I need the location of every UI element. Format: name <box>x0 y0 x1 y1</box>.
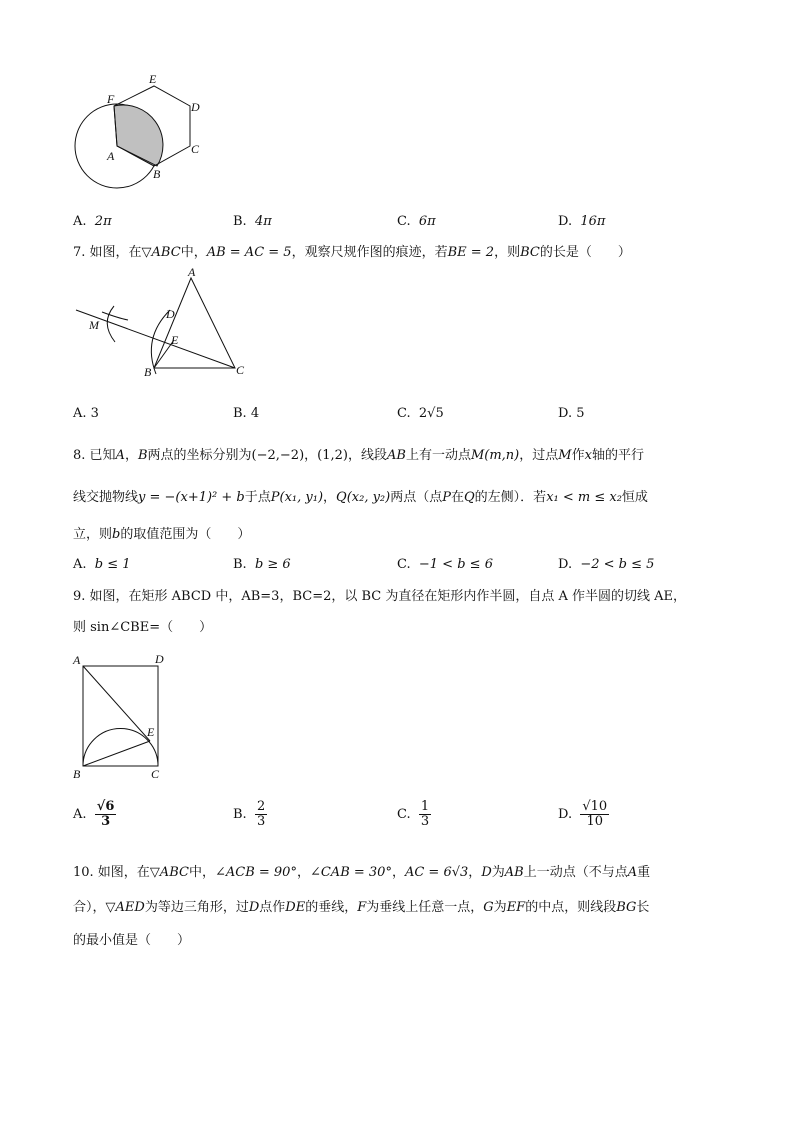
arc-m2 <box>102 312 128 320</box>
q8-option-a[interactable]: A. b ≤ 1 <box>73 557 131 572</box>
q9-figure <box>70 650 180 785</box>
q6-option-c[interactable]: C. 6π <box>397 214 436 229</box>
q8-line-2: 线交抛物线y = −(x+1)² + b于点P(x₁, y₁)，Q(x₂, y₂)两点（点P在Q的左侧）．若x₁ < m ≤ x₂恒成 <box>73 490 648 505</box>
shaded-sector <box>114 105 163 166</box>
q6-figure <box>70 70 220 190</box>
q7-option-a[interactable]: A. 3 <box>73 406 99 421</box>
label-F: F <box>107 92 115 106</box>
tangent-ae <box>83 666 150 741</box>
line-be <box>83 741 150 766</box>
q7-option-c[interactable]: C. 2√5 <box>397 406 444 421</box>
q7-option-d[interactable]: D. 5 <box>558 406 585 421</box>
q6-option-d[interactable]: D. 16π <box>558 214 606 229</box>
label-D: D <box>166 307 175 321</box>
label-E: E <box>171 333 179 347</box>
q9-option-b[interactable]: B. $\frac{2}{3}$ <box>233 799 266 829</box>
label-D: D <box>155 652 164 666</box>
q7-figure <box>70 268 260 383</box>
label-B: B <box>144 365 152 379</box>
rectangle-abcd <box>83 666 158 766</box>
label-E: E <box>147 725 155 739</box>
q6-option-b[interactable]: B. 4π <box>233 214 272 229</box>
q9-line-1: 9. 如图，在矩形 ABCD 中，AB=3，BC=2，以 BC 为直径在矩形内作半圆，自点 A 作半圆的切线 AE， <box>73 589 687 604</box>
q9-option-c[interactable]: C. $\frac{1}{3}$ <box>397 799 430 829</box>
q8-option-c[interactable]: C. −1 < b ≤ 6 <box>397 557 493 572</box>
q8-option-d[interactable]: D. −2 < b ≤ 5 <box>558 557 655 572</box>
label-B: B <box>73 767 81 781</box>
q7-option-b[interactable]: B. 4 <box>233 406 260 421</box>
label-C: C <box>191 142 200 156</box>
label-A: A <box>107 149 115 163</box>
q10-line-3: 的最小值是（ ） <box>73 933 191 948</box>
label-C: C <box>236 363 245 377</box>
q8-line-1: 8. 已知A，B两点的坐标分别为(−2,−2)，(1,2)，线段AB上有一动点M(m,n)，过点M作x轴的平行 <box>73 448 644 463</box>
q7-stem: 7. 如图，在▽ABC中，AB = AC = 5，观察尺规作图的痕迹，若BE = 2，则BC的长是（ ） <box>73 245 631 260</box>
label-A: A <box>188 268 196 279</box>
q10-line-1: 10. 如图，在▽ABC中，∠ACB = 90°，∠CAB = 30°，AC = 6√3，D为AB上一动点（不与点A重 <box>73 865 651 880</box>
label-M: M <box>89 318 99 332</box>
q9-option-a[interactable]: A. $\frac{√6}{3}$ <box>73 799 115 829</box>
label-C: C <box>151 767 160 781</box>
label-E: E <box>149 72 157 86</box>
q8-line-3: 立，则b的取值范围为（ ） <box>73 527 251 542</box>
q9-line-2: 则 sin∠CBE=（ ） <box>73 620 213 635</box>
label-A: A <box>73 653 81 667</box>
q6-option-a[interactable]: A. 2π <box>73 214 112 229</box>
triangle-abc <box>154 278 235 368</box>
q10-line-2: 合），▽AED为等边三角形，过D点作DE的垂线，F为垂线上任意一点，G为EF的中点，则线段BG长 <box>73 900 650 915</box>
q9-option-d[interactable]: D. $\frac{√10}{10}$ <box>558 799 608 829</box>
label-D: D <box>191 100 200 114</box>
label-B: B <box>153 167 161 181</box>
q8-option-b[interactable]: B. b ≥ 6 <box>233 557 291 572</box>
